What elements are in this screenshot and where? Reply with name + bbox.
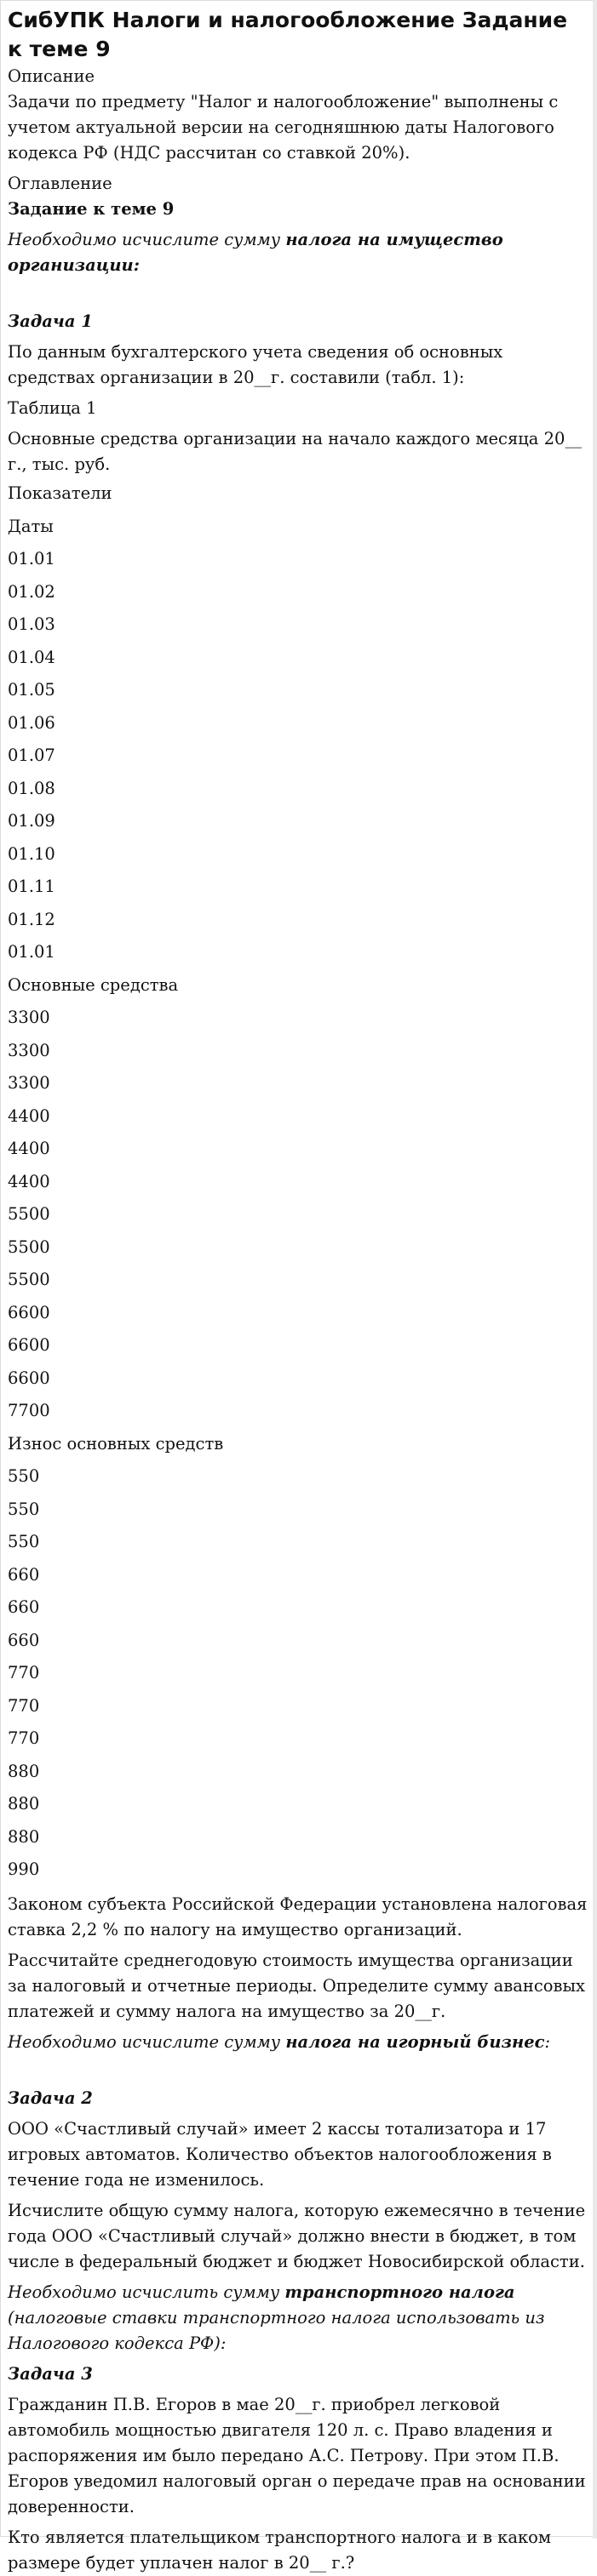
instruction-3-bold: транспортного налога	[284, 2282, 515, 2302]
table-cell: 01.04	[8, 647, 55, 667]
table-cell: 3300	[8, 1040, 50, 1060]
table-cell: 01.02	[8, 581, 55, 602]
toc-item[interactable]: Задание к теме 9	[8, 199, 175, 219]
table-cell: 6600	[8, 1302, 50, 1322]
description-text: Задачи по предмету "Налог и налогообложение" выполнены с учетом актуальной версии на сегодняшнюю даты Налогового кодекса РФ (НДС рассчитан со ставкой 20%).	[8, 92, 559, 163]
table-cell: 990	[8, 1859, 40, 1879]
table-caption: Таблица 1	[8, 398, 97, 418]
table-cell: 550	[8, 1466, 40, 1486]
table-cell: 880	[8, 1826, 40, 1847]
table-cell: 01.10	[8, 843, 55, 864]
table-cell: 3300	[8, 1008, 50, 1027]
task-1-question: Рассчитайте среднегодовую стоимость имущества организации за налоговый и отчетные периоды. Определите сумму авансовых платежей и сумму налога на имущество за 20__г.	[8, 1950, 585, 2021]
table-cell: 4400	[8, 1105, 50, 1126]
table-cell: 01.03	[8, 614, 55, 634]
table-cell: 01.06	[8, 712, 55, 733]
table-cell: 7700	[8, 1401, 50, 1420]
table-cell: 660	[8, 1564, 40, 1585]
table-cell: 6600	[8, 1368, 50, 1388]
law-text: Законом субъекта Российской Федерации установлена налоговая ставка 2,2 % по налогу на имущество организаций.	[8, 1893, 588, 1939]
task-2-text: ООО «Счастливый случай» имеет 2 кассы тотализатора и 17 игровых автоматов. Количество объектов налогообложения в течение года не изменилось.	[8, 2118, 552, 2190]
table-cell: 5500	[8, 1237, 50, 1257]
toc-heading: Оглавление	[8, 174, 112, 193]
table-cell: 01.01	[8, 549, 55, 568]
table-subtitle: Основные средства организации на начало каждого месяца 20__ г., тыс. руб.	[8, 429, 582, 474]
task-2-question: Исчислите общую сумму налога, которую ежемесячно в течение года ООО «Счастливый случай» должно внести в бюджет, в том числе в федеральный бюджет и бюджет Новосибирской области.	[8, 2200, 586, 2271]
table-cell: 880	[8, 1761, 40, 1781]
instruction-2-bold: налога на игорный бизнес	[285, 2031, 545, 2052]
table-cell: 01.09	[8, 811, 55, 831]
instruction-1-prefix: Необходимо исчислите сумму	[8, 230, 286, 249]
table-cell: 01.05	[8, 680, 55, 700]
table-cell: 6600	[8, 1335, 50, 1355]
table-cell: 01.11	[8, 877, 55, 896]
task-3-heading: Задача 3	[8, 2363, 93, 2384]
spacer	[8, 278, 588, 304]
table-cell: 5500	[8, 1204, 50, 1224]
spacer	[8, 2055, 588, 2081]
instruction-3	[8, 2280, 588, 2356]
assets-table	[8, 477, 588, 1887]
table-cell: 770	[8, 1728, 40, 1748]
table-column-label: Основные средства	[8, 974, 179, 995]
table-cell: 880	[8, 1794, 40, 1813]
instruction-2-suffix: :	[544, 2031, 551, 2052]
table-column-label: Износ основных средств	[8, 1433, 224, 1454]
table-cell: 770	[8, 1695, 40, 1716]
task-3-question: Кто является плательщиком транспортного налога и в каком размере будет уплачен налог в 20__ г.?	[8, 2527, 552, 2573]
instruction-1-bold: налога на имущество организации:	[8, 230, 503, 275]
instruction-1	[8, 227, 588, 278]
scrollbar[interactable]	[593, 0, 597, 2539]
table-cell: 5500	[8, 1270, 50, 1289]
instruction-3-prefix: Необходимо исчислить сумму	[8, 2282, 285, 2302]
table-cell: 01.12	[8, 909, 55, 929]
instruction-3-suffix: (налоговые ставки транспортного налога использовать из Налогового кодекса РФ):	[8, 2307, 545, 2353]
table-cell: 01.07	[8, 745, 55, 765]
task-1-text: По данным бухгалтерского учета сведения об основных средствах организации в 20__г. составили (табл. 1):	[8, 342, 503, 387]
table-cell: 660	[8, 1597, 40, 1617]
instruction-2	[8, 2030, 588, 2055]
instruction-2-prefix: Необходимо исчислите сумму	[8, 2031, 286, 2052]
task-3-text: Гражданин П.В. Егоров в мае 20__г. приобрел легковой автомобиль мощностью двигателя 120 л. с. Право владения и распоряжения им было передано А.С. Петрову. При этом П.В. Егоров уведомил налоговый орган о передаче прав на основании доверенности.	[8, 2394, 586, 2516]
table-cell: 550	[8, 1499, 40, 1519]
table-cell: 660	[8, 1630, 40, 1650]
page-title: СибУПК Налоги и налогообложение Задание к теме 9	[8, 8, 568, 61]
table-cell: 4400	[8, 1139, 50, 1158]
table-cell: 01.01	[8, 942, 55, 962]
task-1-heading: Задача 1	[8, 311, 93, 331]
table-cell: 4400	[8, 1171, 50, 1191]
task-2-heading: Задача 2	[8, 2088, 93, 2108]
table-column-label: Даты	[8, 516, 54, 536]
table-cell: 770	[8, 1663, 40, 1682]
table-cell: 3300	[8, 1073, 50, 1093]
table-header-label: Показатели	[8, 483, 112, 503]
description-heading: Описание	[8, 66, 95, 86]
table-cell: 550	[8, 1532, 40, 1551]
table-cell: 01.08	[8, 778, 55, 798]
